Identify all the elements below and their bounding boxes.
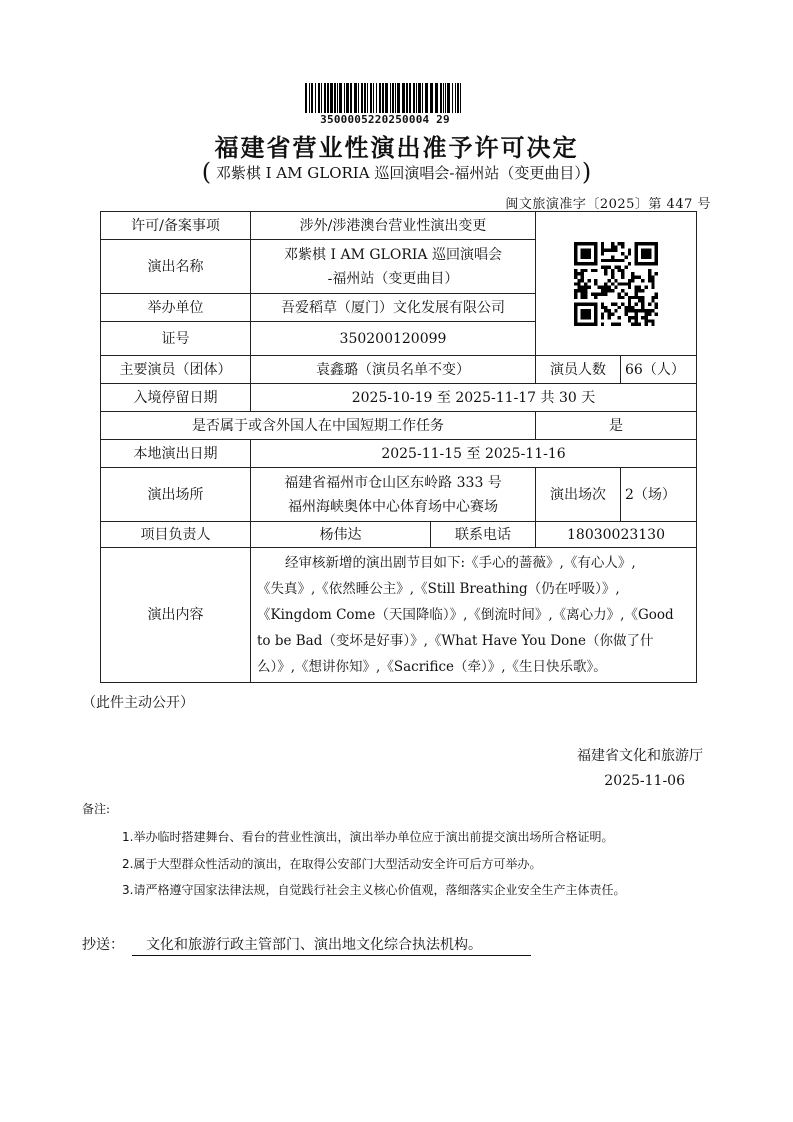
- local-date-value: 2025-11-15 至 2025-11-16: [251, 440, 697, 468]
- content-line: to be Bad（变坏是好事）》,《What Have You Done（你做了什: [257, 633, 654, 649]
- performer-value: 袁鑫璐（演员名单不变）: [251, 356, 536, 384]
- performer-count-label: 演员人数: [536, 356, 621, 384]
- barcode: [305, 83, 463, 113]
- issue-date: 2025-11-06: [604, 773, 685, 789]
- note-item: 2.属于大型群众性活动的演出，在取得公安部门大型活动安全许可后方可举办。: [122, 857, 542, 871]
- issuing-authority: 福建省文化和旅游厅: [577, 748, 703, 764]
- stay-label: 入境停留日期: [101, 384, 251, 412]
- foreign-answer: 是: [536, 412, 697, 440]
- qr-code: [574, 242, 658, 326]
- note-item: 1.举办临时搭建舞台、看台的营业性演出，演出举办单位应于演出前提交演出场所合格证明。: [122, 830, 614, 844]
- venue-line: 福建省福州市仓山区东岭路 333 号: [284, 474, 502, 491]
- table-row: [101, 440, 697, 468]
- phone-value: 18030023130: [536, 522, 697, 548]
- cc-value: 文化和旅游行政主管部门、演出地文化综合执法机构。: [132, 934, 531, 956]
- qr-code-cell: [536, 212, 697, 356]
- permit-item-value: 涉外/涉港澳台营业性演出变更: [251, 212, 536, 240]
- subtitle-open-paren: (: [201, 158, 212, 186]
- document-number: 闽文旅演准字〔2025〕第 447 号: [505, 197, 711, 212]
- organizer-value: 吾爱稻草（厦门）文化发展有限公司: [251, 294, 536, 322]
- barcode-number: 3500005220250004 29: [320, 113, 450, 126]
- permit-table: [100, 211, 697, 683]
- subtitle-close-paren: ): [581, 158, 592, 186]
- license-value: 350200120099: [251, 322, 536, 356]
- table-row: [101, 522, 697, 548]
- table-row: [101, 212, 697, 240]
- stay-value: 2025-10-19 至 2025-11-17 共 30 天: [251, 384, 697, 412]
- public-disclosure-note: （此件主动公开）: [82, 695, 194, 711]
- content-line: 《Kingdom Come（天国降临）》,《倒流时间》,《离心力》,《Good: [257, 607, 674, 623]
- organizer-label: 举办单位: [101, 294, 251, 322]
- page-subtitle: [0, 158, 793, 186]
- manager-label: 项目负责人: [101, 522, 251, 548]
- performer-count-value: 66（人）: [621, 356, 697, 384]
- permit-item-label: 许可/备案事项: [101, 212, 251, 240]
- foreign-question: 是否属于或含外国人在中国短期工作任务: [101, 412, 536, 440]
- cc-label: 抄送：: [82, 937, 124, 953]
- show-name-line: -福州站（变更曲目）: [327, 270, 459, 287]
- show-name-value: [251, 240, 536, 294]
- note-item: 3.请严格遵守国家法律法规，自觉践行社会主义核心价值观，落细落实企业安全生产主体责任。: [122, 883, 626, 897]
- performer-label: 主要演员（团体）: [101, 356, 251, 384]
- show-name-line: 邓紫棋 I AM GLORIA 巡回演唱会: [284, 246, 502, 263]
- content-line: [257, 550, 690, 576]
- content-line: 《失真》,《依然睡公主》,《Still Breathing（仍在呼吸）》,: [257, 581, 620, 597]
- venue-label: 演出场所: [101, 468, 251, 522]
- venue-line: 福州海峡奥体中心体育场中心赛场: [288, 498, 498, 515]
- table-row: [101, 356, 697, 384]
- table-row: [101, 548, 697, 683]
- sessions-value: 2（场）: [621, 468, 697, 522]
- license-label: 证号: [101, 322, 251, 356]
- content-line: 么）》,《想讲你知》,《Sacrifice（牵）》,《生日快乐歌》。: [257, 659, 607, 675]
- show-name-label: 演出名称: [101, 240, 251, 294]
- local-date-label: 本地演出日期: [101, 440, 251, 468]
- phone-label: 联系电话: [431, 522, 536, 548]
- venue-value: [251, 468, 536, 522]
- content-line-text: 经审核新增的演出剧节目如下:《手心的蔷薇》,《有心人》,: [285, 555, 636, 571]
- notes-label: 备注:: [82, 802, 111, 816]
- table-row: [101, 412, 697, 440]
- sessions-label: 演出场次: [536, 468, 621, 522]
- table-row: [101, 468, 697, 522]
- subtitle-text: 邓紫棋 I AM GLORIA 巡回演唱会-福州站（变更曲目）: [211, 164, 582, 182]
- table-row: [101, 384, 697, 412]
- content-label: 演出内容: [101, 548, 251, 683]
- page-title: 福建省营业性演出准予许可决定: [214, 134, 579, 162]
- content-value: [251, 548, 697, 683]
- manager-value: 杨伟达: [251, 522, 431, 548]
